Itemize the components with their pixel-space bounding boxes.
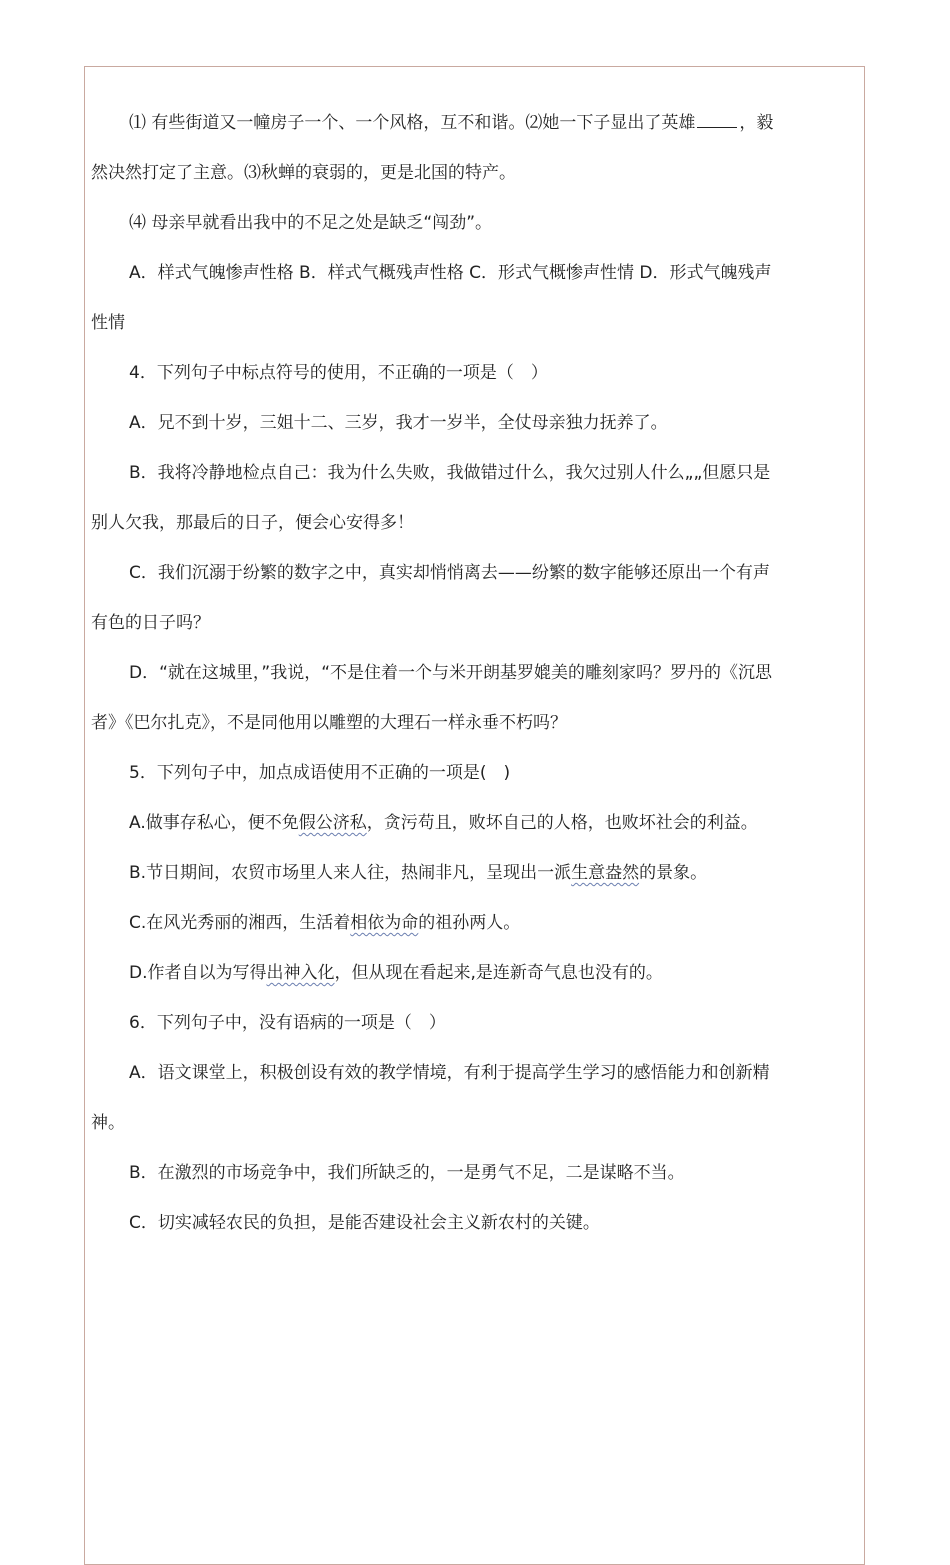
text-span: ，但从现在看起来,是连新奇气息也没有的。 <box>334 963 663 983</box>
text-line: 性情 <box>91 313 125 333</box>
text-line <box>129 110 773 136</box>
dotted-idiom: 相依为命 <box>350 913 419 933</box>
text-span: 的景象。 <box>639 863 708 883</box>
option-d <box>129 960 663 986</box>
question-5: 5．下列句子中，加点成语使用不正确的一项是( ) <box>129 763 511 783</box>
text-line: 神。 <box>91 1113 125 1133</box>
option-b <box>129 860 707 886</box>
option-c: C．切实减轻农民的负担，是能否建设社会主义新农村的关键。 <box>129 1213 600 1233</box>
option-c <box>129 910 520 936</box>
text-span: D.作者自以为写得 <box>129 963 267 983</box>
text-span: ，毅 <box>739 113 774 133</box>
text-line: 然决然打定了主意。⑶秋蝉的衰弱的，更是北国的特产。 <box>91 163 516 183</box>
text-span: ，贪污苟且，败坏自己的人格，也败坏社会的利益。 <box>366 813 758 833</box>
text-line: ⑷ 母亲早就看出我中的不足之处是缺乏“闯劲”。 <box>129 213 493 233</box>
text-span: C.在风光秀丽的湘西，生活着 <box>129 913 351 933</box>
text-span: 的祖孙两人。 <box>418 913 521 933</box>
option-c: C．我们沉溺于纷繁的数字之中，真实却悄悄离去——纷繁的数字能够还原出一个有声 <box>129 563 770 583</box>
option-d: D．“就在这城里，”我说，“不是住着一个与米开朗基罗媲美的雕刻家吗？罗丹的《沉思 <box>129 663 773 683</box>
text-line: 者》《巴尔扎克》，不是同他用以雕塑的大理石一样永垂不朽吗？ <box>91 713 567 733</box>
text-line: 别人欠我，那最后的日子，便会心安得多！ <box>91 513 414 533</box>
option-b: B．在激烈的市场竞争中，我们所缺乏的，一是勇气不足，二是谋略不当。 <box>129 1163 685 1183</box>
option-a: A．兄不到十岁，三姐十二、三岁，我才一岁半，全仗母亲独力抚养了。 <box>129 413 668 433</box>
text-span: A.做事存私心，便不免 <box>129 813 299 833</box>
text-line: 有色的日子吗？ <box>91 613 210 633</box>
dotted-idiom: 出神入化 <box>266 963 335 983</box>
option-b: B．我将冷静地检点自己：我为什么失败，我做错过什么，我欠过别人什么„„但愿只是 <box>129 463 771 483</box>
text-span: B.节日期间，农贸市场里人来人往，热闹非凡，呈现出一派 <box>129 863 572 883</box>
question-6: 6．下列句子中，没有语病的一项是（ ） <box>129 1013 446 1033</box>
option-a <box>129 810 758 836</box>
fill-blank <box>697 111 737 128</box>
dotted-idiom: 假公济私 <box>298 813 367 833</box>
question-4: 4．下列句子中标点符号的使用，不正确的一项是（ ） <box>129 363 548 383</box>
text-span: ⑴ 有些街道又一幢房子一个、一个风格，互不和谐。⑵她一下子显出了英雄 <box>129 113 696 133</box>
option-a: A．语文课堂上，积极创设有效的教学情境，有利于提高学生学习的感悟能力和创新精 <box>129 1063 770 1083</box>
text-line: A．样式气魄惨声性格 B．样式气概残声性格 C．形式气概惨声性情 D．形式气魄残声 <box>129 263 772 283</box>
dotted-idiom: 生意盎然 <box>571 863 640 883</box>
